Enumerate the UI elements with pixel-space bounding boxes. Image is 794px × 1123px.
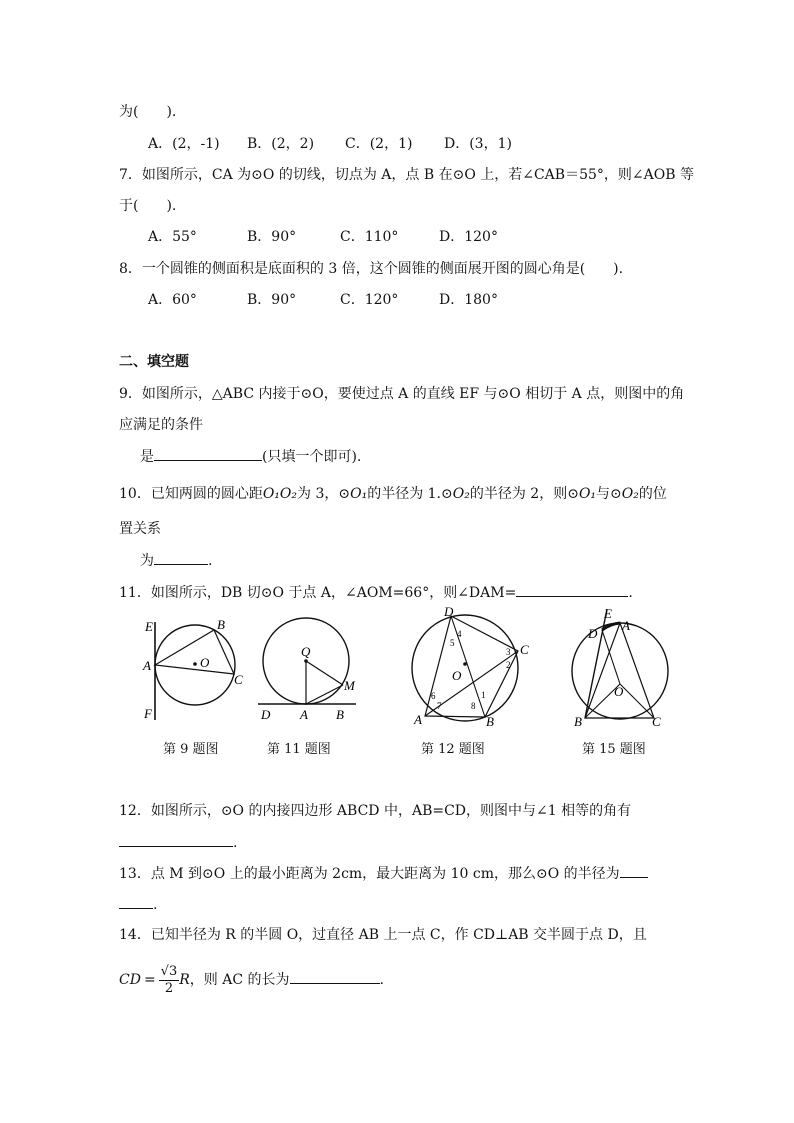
q10-prefix: 为 [140, 553, 154, 569]
q13-answer-blank[interactable] [620, 863, 648, 878]
figure-15 [566, 604, 688, 728]
q7-line2: 于( ). [119, 198, 177, 214]
fig11-label-b: B [336, 707, 344, 722]
fig12-center-dot [463, 662, 467, 666]
q10-o1-b: O₁ [578, 486, 597, 502]
fig12-angle-6: 6 [431, 691, 436, 701]
section-heading: 二、填空题 [119, 354, 189, 370]
q10-text-1: 10．已知两圆的圆心距 [119, 486, 263, 502]
q9-line1: 9．如图所示，△ABC 内接于⊙O，要使过点 A 的直线 EF 与⊙O 相切于 A 点，则图中的角 [119, 386, 685, 402]
q12-line2 [119, 832, 237, 853]
q10-answer-blank[interactable] [154, 550, 208, 565]
fig12-angle-2: 2 [506, 660, 511, 670]
fig9-label-c: C [234, 672, 243, 687]
fig12-label-a: A [414, 712, 422, 727]
q14-end: . [379, 972, 384, 988]
caption-figure-9: 第 9 题图 [163, 742, 219, 757]
fig11-label-m: M [344, 678, 355, 693]
q11-answer-blank[interactable] [516, 582, 628, 597]
q9-prefix: 是 [140, 449, 154, 465]
q12-end: . [233, 835, 238, 851]
q14-denominator: 2 [164, 980, 174, 996]
fig15-label-a: A [622, 618, 630, 633]
q7-option-b: B．90° [247, 229, 297, 245]
fig15-label-e: E [604, 606, 612, 621]
q14-r: R [179, 972, 190, 988]
fig9-label-e: E [145, 619, 153, 634]
q10-o1: O₁ [350, 486, 368, 502]
q8-option-a: A．60° [148, 292, 197, 308]
q10-line2: 置关系 [119, 521, 161, 537]
q10-line3 [140, 550, 212, 571]
q10-text-5: 与⊙ [596, 486, 622, 502]
fig12-angle-3: 3 [506, 647, 511, 657]
fig9-label-o: O [200, 655, 210, 670]
q10-text-6: 的位 [638, 486, 667, 502]
q14-tail: ，则 AC 的长为 [189, 972, 290, 988]
q8-option-d: D．180° [439, 292, 498, 308]
q7-line1: 7．如图所示，CA 为⊙O 的切线，切点为 A，点 B 在⊙O 上，若∠CAB＝55°，则∠AOB 等 [119, 167, 694, 183]
q11-end: . [628, 585, 633, 601]
fig9-label-f: F [144, 706, 152, 721]
q12-line1: 12．如图所示，⊙O 的内接四边形 ABCD 中，AB=CD，则图中与∠1 相等的角有 [119, 803, 632, 819]
q10-o1o2: O₁O₂ [262, 486, 298, 502]
fig12-label-b: B [486, 714, 494, 729]
q10-text-3: 的半径为 1.⊙ [367, 486, 453, 502]
q13-end: . [153, 897, 158, 913]
fig12-label-o: O [452, 668, 462, 683]
figure-9 [138, 612, 248, 724]
q6-tail: 为( ). [119, 104, 177, 120]
fig9-label-b: B [217, 617, 225, 632]
q11-line1 [119, 582, 633, 603]
fig9-center-dot [193, 662, 197, 666]
figure-12 [404, 604, 529, 729]
q7-option-d: D．120° [439, 229, 498, 245]
q10-line1 [119, 484, 667, 504]
q14-line1: 14．已知半径为 R 的半圆 O，过直径 AB 上一点 C，作 CD⊥AB 交半圆于点 D，且 [119, 927, 647, 943]
q14-fraction [159, 964, 180, 997]
q11-text: 11．如图所示，DB 切⊙O 于点 A，∠AOM=66°，则∠DAM= [119, 585, 517, 601]
q9-line3 [140, 446, 361, 467]
fig15-line-oc [620, 684, 654, 718]
fig12-angle-1: 1 [481, 690, 486, 700]
q10-suffix: . [208, 553, 213, 569]
fig15-line-od [602, 630, 620, 684]
fig11-radius-om [306, 661, 343, 685]
q13-line1 [119, 863, 648, 884]
q13-answer-blank-cont[interactable] [119, 894, 153, 909]
fig12-angle-5: 5 [450, 638, 455, 648]
q14-line2 [119, 962, 384, 998]
caption-figure-12: 第 12 题图 [421, 742, 485, 757]
fig12-angle-4: 4 [457, 629, 462, 639]
fig12-label-c: C [520, 642, 529, 657]
q8-option-c: C．120° [340, 292, 399, 308]
fig15-label-b: B [574, 714, 582, 729]
q9-line2: 应满足的条件 [119, 417, 203, 433]
q13-line2 [119, 894, 157, 915]
q12-answer-blank[interactable] [119, 832, 233, 847]
q8-line1: 8．一个圆锥的侧面积是底面积的 3 倍，这个圆锥的侧面展开图的圆心角是( ). [119, 261, 624, 277]
fig15-circle [572, 623, 668, 719]
fig15-label-o: O [614, 684, 624, 699]
q6-option-b: B．(2，2) [247, 136, 315, 152]
fig9-label-a: A [143, 658, 151, 673]
fig11-label-d: D [261, 707, 271, 722]
fig12-label-d: D [444, 604, 454, 619]
fig11-chord-am [306, 685, 343, 704]
figure-11 [254, 612, 364, 724]
q7-option-a: A．55° [148, 229, 197, 245]
q14-answer-blank[interactable] [290, 969, 380, 984]
q13-text: 13．点 M 到⊙O 上的最小距离为 2cm，最大距离为 10 cm，那么⊙O 的半径为 [119, 866, 620, 882]
fig15-label-c: C [652, 714, 661, 729]
q10-text-4: 的半径为 2，则⊙ [469, 486, 579, 502]
q6-option-c: C．(2，1) [345, 136, 413, 152]
q10-o2: O₂ [452, 486, 470, 502]
fig15-label-d: D [588, 626, 598, 641]
fig11-label-a: A [300, 707, 308, 722]
q14-equals: = [143, 972, 156, 988]
q6-option-d: D．(3，1) [444, 136, 512, 152]
q10-text-2: 为 3，⊙ [297, 486, 351, 502]
caption-figure-15: 第 15 题图 [582, 742, 646, 757]
q7-option-c: C．110° [340, 229, 399, 245]
fig12-angle-8: 8 [471, 701, 476, 711]
fig12-angle-7: 7 [437, 701, 442, 711]
fig11-center-dot [304, 659, 308, 663]
q8-option-b: B．90° [247, 292, 297, 308]
q14-cd: CD [119, 972, 141, 988]
caption-figure-11: 第 11 题图 [267, 742, 331, 757]
q10-o2-b: O₂ [621, 486, 639, 502]
q14-numerator: √3 [160, 963, 178, 979]
q9-suffix: (只填一个即可). [262, 449, 362, 465]
q9-answer-blank[interactable] [154, 446, 262, 461]
q6-option-a: A．(2，-1) [148, 136, 220, 152]
fig11-label-q: Q [301, 644, 311, 659]
